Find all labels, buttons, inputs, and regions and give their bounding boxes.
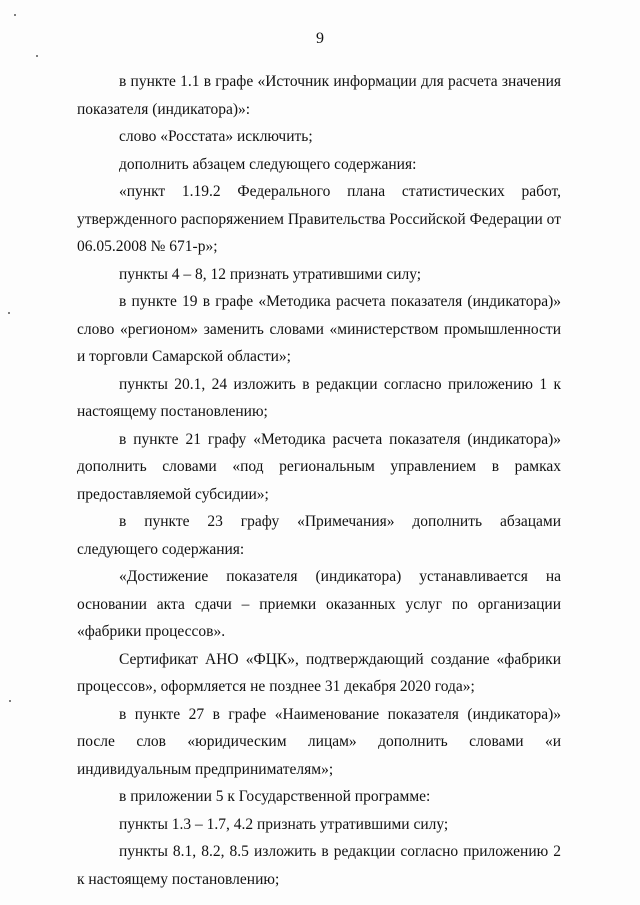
- paragraph: в пункте 1.1 в графе «Источник информации для расчета значения показателя (индикатора)»:: [77, 73, 561, 118]
- scan-speck: [14, 14, 16, 16]
- paragraph: дополнить абзацем следующего содержания:: [119, 155, 417, 173]
- paragraph: слово «Росстата» исключить;: [119, 128, 313, 145]
- paragraph: пункты 20.1, 24 изложить в редакции согласно приложению 1 к настоящему постановлению;: [77, 375, 561, 420]
- paragraph: пункты 4 – 8, 12 признать утратившими силу;: [119, 265, 422, 283]
- paragraph: в приложении 5 к Государственной программе:: [119, 788, 431, 805]
- scan-speck: [9, 700, 11, 702]
- paragraph: Сертификат АНО «ФЦК», подтверждающий создание «фабрики процессов», оформляется не позднее 31 декабря 2020 года»;: [77, 650, 561, 695]
- paragraph: пункты 1.3 – 1.7, 4.2 признать утратившими силу;: [119, 815, 449, 833]
- paragraph: пункты 8.1, 8.2, 8.5 изложить в редакции согласно приложению 2 к настоящему постановлению;: [77, 843, 561, 888]
- paragraph: «Достижение показателя (индикатора) устанавливается на основании акта сдачи – приемки оказанных услуг по организации «фабрики процессов».: [77, 568, 561, 640]
- page-number: 9: [316, 30, 324, 47]
- paragraph: в пункте 27 в графе «Наименование показателя (индикатора)» после слов «юридическим лицам» дополнить словами «и индивидуальным предпринимателям»;: [77, 705, 561, 778]
- paragraph: в пункте 19 в графе «Методика расчета показателя (индикатора)» слово «регионом» заменить словами «министерством промышленности и торговли Самарской области»;: [77, 293, 561, 365]
- scan-speck: [36, 55, 38, 57]
- paragraph: «пункт 1.19.2 Федерального плана статистических работ, утвержденного распоряжением Правительства Российской Федерации от 06.05.2008 № 671-р»;: [77, 183, 561, 255]
- document-body: [77, 68, 561, 893]
- paragraph: в пункте 23 графу «Примечания» дополнить абзацами следующего содержания:: [77, 513, 561, 558]
- paragraph: в пункте 21 графу «Методика расчета показателя (индикатора)» дополнить словами «под региональным управлением в рамках предоставляемой субсидии»;: [77, 430, 561, 503]
- scan-speck: [8, 312, 10, 314]
